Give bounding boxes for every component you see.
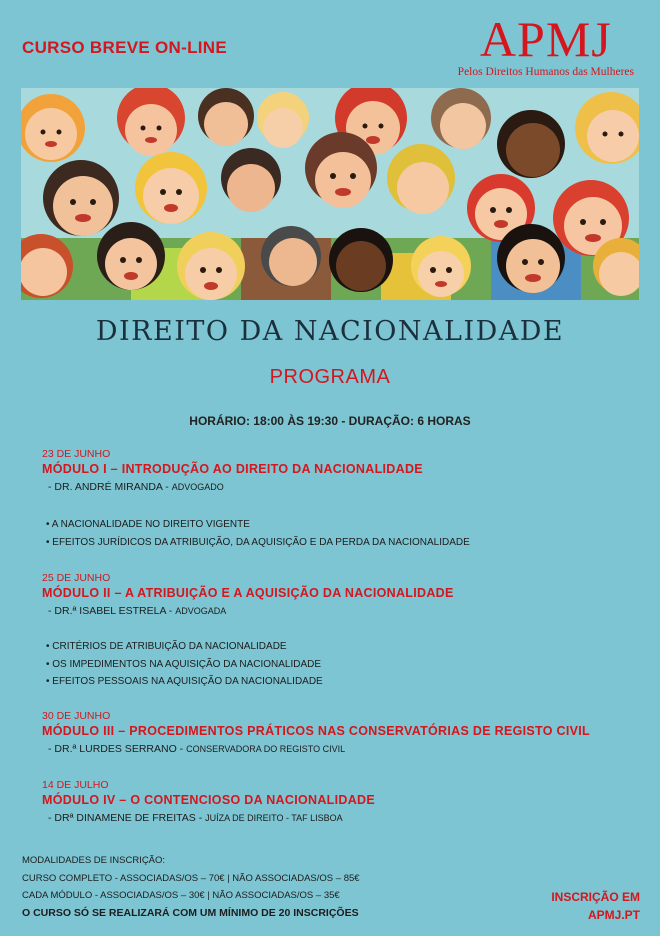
module-date: 23 DE JUNHO	[42, 448, 111, 460]
topic-item: • EFEITOS JURÍDICOS DA ATRIBUIÇÃO, DA AQUISIÇÃO E DA PERDA DA NACIONALIDADE	[46, 536, 470, 548]
crowd-illustration	[21, 88, 639, 300]
module-speaker	[42, 605, 454, 617]
minimum-note: O CURSO SÓ SE REALIZARÁ COM UM MÍNIMO DE 20 INSCRIÇÕES	[22, 906, 359, 919]
program-subtitle: PROGRAMA	[269, 366, 391, 388]
pricing-per-module: CADA MÓDULO - ASSOCIADAS/OS – 30€ | NÃO ASSOCIADAS/OS – 35€	[22, 890, 340, 901]
speaker-name: - DRª DINAMENE DE FREITAS -	[48, 812, 206, 824]
crowd-faces-image	[21, 88, 639, 300]
module-speaker	[42, 812, 375, 824]
module-1	[42, 448, 423, 493]
module-date: 14 DE JULHO	[42, 779, 109, 791]
module-speaker	[42, 743, 590, 755]
topic-item: • OS IMPEDIMENTOS NA AQUISIÇÃO DA NACIONALIDADE	[46, 658, 322, 670]
signup-label: INSCRIÇÃO EM	[551, 890, 640, 904]
pricing-full-course: CURSO COMPLETO - ASSOCIADAS/OS – 70€ | NÃO ASSOCIADAS/OS – 85€	[22, 872, 360, 884]
speaker-name: - DR.ª ISABEL ESTRELA -	[48, 605, 176, 617]
module-title: MÓDULO II – A ATRIBUIÇÃO E A AQUISIÇÃO DA NACIONALIDADE	[42, 586, 454, 600]
signup-link[interactable]: APMJ.PT	[587, 908, 640, 922]
speaker-name: - DR. ANDRÉ MIRANDA -	[48, 481, 172, 493]
speaker-name: - DR.ª LURDES SERRANO -	[48, 743, 187, 755]
module-4	[42, 779, 375, 824]
registration-info	[22, 852, 360, 922]
module-speaker	[42, 481, 423, 493]
speaker-role: JUÍZA DE DIREITO - TAF LISBOA	[205, 813, 343, 823]
page-title: DIREITO DA NACIONALIDADE	[95, 316, 565, 347]
module-title: MÓDULO IV – O CONTENCIOSO DA NACIONALIDADE	[42, 793, 375, 807]
speaker-role: CONSERVADORA DO REGISTO CIVIL	[186, 744, 346, 754]
apmj-logo	[457, 11, 634, 78]
module-title: MÓDULO I – INTRODUÇÃO AO DIREITO DA NACIONALIDADE	[42, 462, 423, 476]
topic-item: • A NACIONALIDADE NO DIREITO VIGENTE	[46, 519, 250, 530]
course-tag: CURSO BREVE ON-LINE	[22, 38, 227, 57]
signup-callout	[551, 888, 640, 924]
topic-item: • EFEITOS PESSOAIS NA AQUISIÇÃO DA NACIONALIDADE	[46, 676, 323, 687]
module-1-topics	[46, 516, 470, 551]
schedule-info: HORÁRIO: 18:00 ÀS 19:30 - DURAÇÃO: 6 HORAS	[189, 414, 471, 428]
speaker-role: ADVOGADO	[171, 482, 224, 492]
module-2-topics	[46, 638, 323, 691]
topic-item: • CRITÉRIOS DE ATRIBUIÇÃO DA NACIONALIDADE	[46, 641, 287, 652]
module-3	[42, 710, 590, 755]
speaker-role: ADVOGADA	[175, 606, 227, 616]
registration-heading: MODALIDADES DE INSCRIÇÃO:	[22, 855, 166, 866]
module-2	[42, 572, 454, 617]
module-date: 25 DE JUNHO	[42, 572, 111, 584]
logo-text: APMJ	[479, 11, 612, 67]
module-date: 30 DE JUNHO	[42, 710, 111, 722]
logo-subtitle: Pelos Direitos Humanos das Mulheres	[457, 66, 634, 78]
module-title: MÓDULO III – PROCEDIMENTOS PRÁTICOS NAS CONSERVATÓRIAS DE REGISTO CIVIL	[42, 724, 590, 738]
